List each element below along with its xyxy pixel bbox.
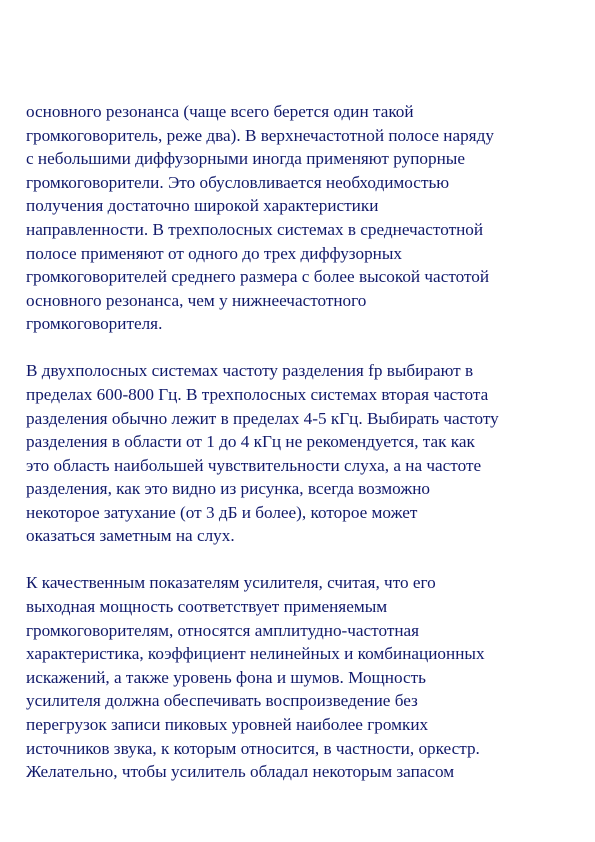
text-line: разделения, как это видно из рисунка, всегда возможно — [26, 479, 431, 499]
text-line: громкоговоритель, реже два). В верхнечастотной полосе наряду — [26, 125, 494, 145]
text-line: основного резонанса, чем у нижнеечастотного — [26, 290, 367, 310]
text-line: громкоговорителя. — [26, 314, 163, 334]
text-line: источников звука, к которым относится, в частности, оркестр. — [26, 738, 480, 758]
paragraph-2 — [26, 359, 581, 548]
text-line: характеристика, коэффициент нелинейных и комбинационных — [26, 644, 485, 664]
text-line: К качественным показателям усилителя, считая, что его — [26, 573, 436, 593]
text-line: направленности. В трехполосных системах в среднечастотной — [26, 219, 484, 239]
text-line: получения достаточно широкой характеристики — [26, 196, 379, 216]
text-line: громкоговорителям, относятся амплитудно-частотная — [26, 620, 420, 640]
text-line: с небольшими диффузорными иногда применяют рупорные — [26, 149, 465, 169]
text-line: В двухполосных системах частоту разделения fp выбирают в — [26, 361, 474, 381]
text-line: разделения обычно лежит в пределах 4-5 кГц. Выбирать частоту — [26, 408, 499, 428]
text-line: перегрузок записи пиковых уровней наиболее громких — [26, 715, 429, 735]
text-line: Желательно, чтобы усилитель обладал некоторым запасом — [26, 762, 455, 782]
text-line: оказаться заметным на слух. — [26, 526, 235, 546]
text-line: пределах 600-800 Гц. В трехполосных системах вторая частота — [26, 384, 489, 404]
text-line: громкоговорителей среднего размера с более высокой частотой — [26, 267, 490, 287]
text-line: усилителя должна обеспечивать воспроизведение без — [26, 691, 418, 711]
paragraph-1 — [26, 100, 581, 336]
paragraph-3 — [26, 571, 581, 783]
text-line: основного резонанса (чаще всего берется один такой — [26, 102, 414, 121]
document-page — [26, 100, 581, 784]
text-line: некоторое затухание (от 3 дБ и более), которое может — [26, 502, 418, 522]
paragraph-spacer — [26, 336, 581, 359]
text-line: это область наибольшей чувствительности слуха, а на частоте — [26, 455, 482, 475]
text-line: разделения в области от 1 до 4 кГц не рекомендуется, так как — [26, 432, 475, 452]
text-line: искажений, а также уровень фона и шумов. Мощность — [26, 667, 426, 687]
text-line: выходная мощность соответствует применяемым — [26, 597, 388, 617]
text-line: громкоговорители. Это обусловливается необходимостью — [26, 172, 450, 192]
paragraph-spacer — [26, 548, 581, 571]
text-line: полосе применяют от одного до трех диффузорных — [26, 243, 403, 263]
